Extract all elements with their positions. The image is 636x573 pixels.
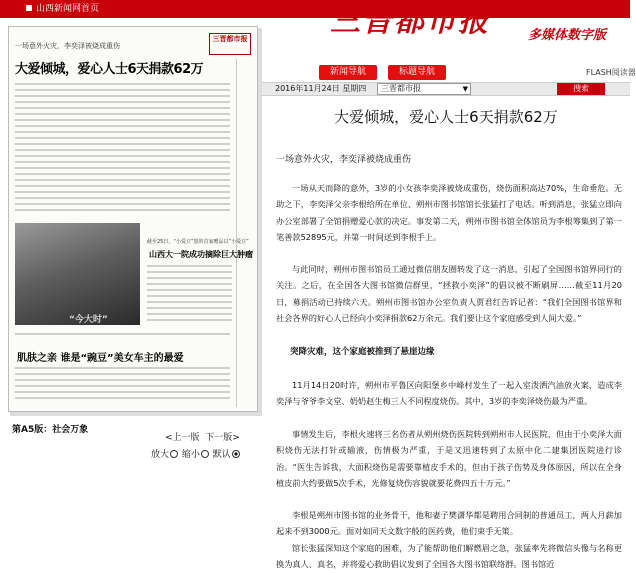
page-pager: [165, 430, 240, 443]
text-line: [147, 265, 232, 267]
text-line: [15, 167, 230, 169]
zoom-in-label: 放大: [151, 450, 170, 460]
article-subheading: 突降灾难，这个家庭被推到了悬崖边缘: [290, 347, 435, 357]
text-line: [15, 149, 230, 151]
article-paragraph: 一场从天而降的意外，3岁的小女孩李奕泽被烧成重伤，烧伤面积高达70%，生命垂危。无助之下，李奕泽父亲李根给所在单位、朔州市图书馆馆长张猛打了电话。听到消息，张猛立即向办公室部署了全馆捐赠爱心款的决定。事发第二天，朔州市图书馆全体馆员为李根筹集到了第一笔善款52895元，并第一时间送到李根手上。: [276, 183, 622, 242]
text-line: [15, 89, 230, 91]
text-line: [15, 185, 230, 187]
text-line: [15, 155, 230, 157]
page-logo: 三晋都市报: [209, 33, 251, 55]
bottom-story-headline[interactable]: 肌肤之亲 谁是“豌豆”美女车主的最爱: [17, 353, 184, 364]
page-headline[interactable]: 大爱倾城，爱心人士6天捐款62万: [15, 62, 204, 77]
text-line: [147, 307, 232, 309]
text-line: [15, 125, 230, 127]
text-line: [15, 137, 230, 139]
zoom-in-radio[interactable]: [170, 450, 178, 458]
text-line: [15, 131, 230, 133]
chevron-down-icon: ▼: [462, 85, 468, 93]
article-subtitle: 一场意外火灾，李奕泽被烧成重伤: [276, 155, 412, 165]
newspaper-page-thumbnail[interactable]: [8, 26, 258, 412]
zoom-default-label: 默认: [212, 450, 231, 460]
text-line: [147, 313, 232, 315]
page-kicker: 一场意外火灾，李奕泽被烧成重伤: [15, 42, 120, 50]
text-line: [15, 83, 230, 85]
news-photo: [15, 223, 140, 325]
text-line: [147, 295, 232, 297]
text-line: [15, 161, 230, 163]
text-line: [15, 397, 230, 399]
text-line: [15, 107, 230, 109]
text-line: [15, 203, 230, 205]
article-paragraph: 李根是朔州市图书馆的业务骨干，他和妻子樊潇华都是聘用合同制的普通员工，两人月薪加起来不到3000元。面对如同天文数字般的医药费，他们束手无策。: [276, 510, 622, 537]
prev-page-link[interactable]: <上一版: [165, 433, 200, 443]
zoom-out-radio[interactable]: [201, 450, 209, 458]
text-line: [15, 391, 230, 393]
paper-select[interactable]: [377, 83, 471, 95]
site-home-link[interactable]: 山西新闻网首页: [36, 4, 100, 14]
text-line: [15, 173, 230, 175]
article-paragraph: 馆长张猛深知这个家庭的困难，为了能帮助他们解燃眉之急，张猛率先将微信头像与名称更换为真人、真名，并将爱心救助倡议发到了全国各大图书馆联络群。图书馆近: [276, 543, 622, 570]
page-sidebar-column: [236, 59, 256, 407]
text-line: [15, 333, 230, 335]
text-line: [15, 197, 230, 199]
search-button[interactable]: 搜索: [557, 83, 605, 95]
text-line: [15, 209, 230, 211]
news-nav-button[interactable]: 新闻导航: [319, 65, 377, 80]
zoom-default-radio[interactable]: [232, 450, 240, 458]
text-line: [15, 101, 230, 103]
article-title: 大爱倾城，爱心人士6天捐款62万: [334, 108, 558, 126]
page-section-label: 第A5版：社会万象: [12, 425, 89, 435]
text-line: [147, 271, 232, 273]
paper-select-value: 三晋都市报: [381, 84, 421, 93]
edition-label: 多媒体数字版: [528, 28, 607, 43]
text-line: [147, 289, 232, 291]
text-line: [147, 283, 232, 285]
side-story-kicker: 截至25日，“小爱豆”患的首家赠品以“小爱豆”: [147, 239, 249, 245]
zoom-out-label: 缩小: [181, 450, 200, 460]
flash-reader-link[interactable]: FLASH阅读器: [586, 68, 636, 77]
issue-date: 2016年11月24日 星期四: [275, 84, 367, 93]
side-story-headline[interactable]: 山西大一院成功摘除巨大肿瘤: [149, 250, 253, 259]
text-line: [15, 143, 230, 145]
text-line: [15, 367, 230, 369]
text-line: [147, 301, 232, 303]
next-page-link[interactable]: 下一版>: [205, 433, 240, 443]
article-paragraph: 11月14日20时许，朔州市平鲁区向阳堡乡中峰村发生了一起入室泼洒汽油放火案，造成李奕泽与爷爷李文堂、奶奶赵生梅三人不同程度烧伤。其中，3岁的李奕泽烧伤最为严重。: [276, 380, 622, 407]
text-line: [15, 113, 230, 115]
text-line: [147, 277, 232, 279]
text-line: [15, 179, 230, 181]
masthead-logo: 三晋都市报: [330, 4, 490, 39]
photo-caption: “今大时”: [69, 315, 108, 325]
home-flag-icon: [26, 5, 32, 11]
article-paragraph: 事情发生后，李根火速将三名伤者从朔州烧伤医院转到朔州市人民医院，但由于小奕泽大面积烧伤无法打针或输液，伤情极为严重，于是又迅速转到了太原中化二建集团医院进行诊治。“医生告诉我，大面积烧伤是需要靠植皮手术的，但由于孩子伤势及身体原因，所以在全身植皮前大约要做5次手术，光修复烧伤容貌就要花费四五十万元。”: [276, 429, 622, 488]
text-line: [15, 379, 230, 381]
text-line: [15, 95, 230, 97]
zoom-controls: [151, 447, 241, 460]
text-line: [15, 373, 230, 375]
text-line: [15, 119, 230, 121]
text-line: [147, 319, 232, 321]
text-line: [15, 385, 230, 387]
text-line: [15, 191, 230, 193]
article-paragraph: 与此同时，朔州市图书馆员工通过微信朋友圈转发了这一消息，引起了全国图书馆界同行的关注。之后，在全国各大图书馆微信群里，“拯救小奕泽”的倡议被不断刷屏……截至11月20日，募捐活动已持续六天。朔州市图书馆办公室负责人贾君红告诉记者：“我们全国图书馆界和社会各界的好心人已经向小奕泽捐款62万余元。我们要让这个家庭感受到人间大爱。”: [276, 264, 622, 323]
article-panel: [262, 96, 630, 570]
layout-nav-button[interactable]: 标题导航: [388, 65, 446, 80]
